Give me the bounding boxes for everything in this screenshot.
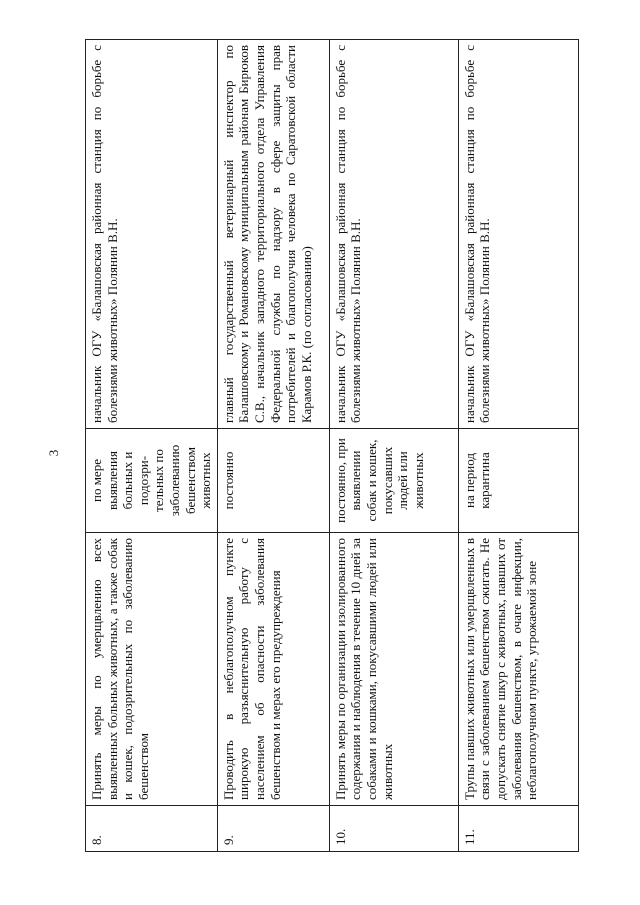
table-row: [329, 40, 458, 852]
measure-description: Проводить в неблагополучном пункте широкую разъяснительную работу с населением об опасности заболевания бешенством и мерах его предупреждения: [217, 533, 329, 806]
table-row: [458, 40, 578, 852]
measure-term: постоянно, при выявлении собак и кошек, покусавших людей или животных: [329, 429, 458, 533]
measure-term: на период карантина: [458, 429, 578, 533]
measure-description: Принять меры по умерщвлению всех выявленных больных животных, а также собак и кошек, подозрительных по заболеванию бешенством: [86, 533, 218, 806]
table-row: [217, 40, 329, 852]
row-number: 8.: [86, 806, 218, 852]
row-number: 10.: [329, 806, 458, 852]
measure-responsible: начальник ОГУ «Балашовская районная станция по борьбе с болезнями животных» Полянин В.Н.: [86, 40, 218, 429]
table-row: [86, 40, 218, 852]
measures-table-wrapper: [85, 40, 570, 852]
measure-term: постоянно: [217, 429, 329, 533]
page-number: 3: [46, 449, 61, 457]
measure-description: Трупы павших животных или умерщвленных в связи с заболеванием бешенством сжигать. Не допускать снятие шкур с животных, павших от заболевания бешенством, в очаге инфекции, неблагополучном пункте, угрожаемой зоне: [458, 533, 578, 806]
measure-term: по мере выявления больных и подозри-тельных по заболеванию бешенством животных: [86, 429, 218, 533]
row-number: 11.: [458, 806, 578, 852]
measures-table: [85, 39, 579, 852]
measure-description: Принять меры по организации изолированного содержания и наблюдения в течение 10 дней за собаками и кошками, покусавшими людей или животных: [329, 533, 458, 806]
row-number: 9.: [217, 806, 329, 852]
measure-responsible: начальник ОГУ «Балашовская районная станция по борьбе с болезнями животных» Полянин В.Н.: [458, 40, 578, 429]
measure-responsible: начальник ОГУ «Балашовская районная станция по борьбе с болезнями животных» Полянин В.Н.: [329, 40, 458, 429]
measure-responsible: главный государственный ветеринарный инспектор по Балашовскому и Романовскому муниципальным районам Бирюков С.В., начальник западного территориального отдела Управления Федеральной службы по надзору в сфере защиты прав потребителей и благополучия человека по Саратовской области Карамов Р.К. (по согласованию): [217, 40, 329, 429]
